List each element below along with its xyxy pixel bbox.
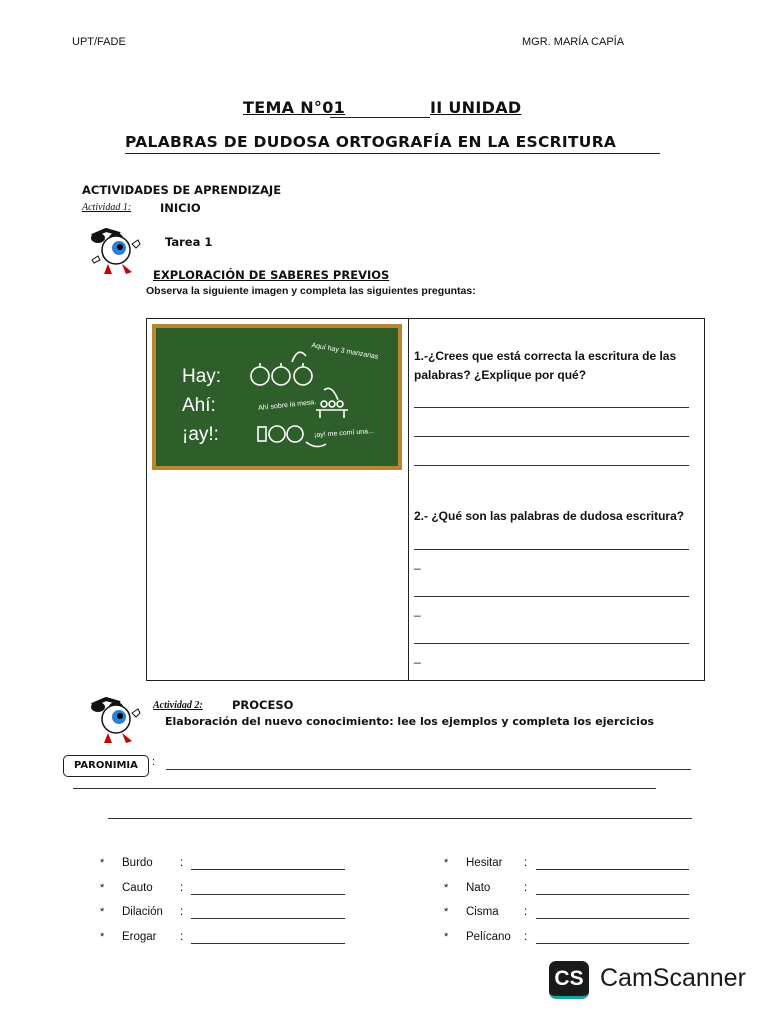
bullet: * bbox=[100, 930, 105, 943]
word-blank[interactable] bbox=[191, 918, 345, 919]
question-1: 1.-¿Crees que está correcta la escritura de las palabras? ¿Explique por qué? bbox=[414, 349, 677, 382]
word-blank[interactable] bbox=[536, 869, 689, 870]
unidad-title: II UNIDAD bbox=[430, 98, 522, 117]
subtitle: PALABRAS DE DUDOSA ORTOGRAFÍA EN LA ESCRITURA bbox=[125, 133, 617, 151]
chalk-note-3: ¡ay! me comí una... bbox=[313, 427, 375, 440]
answer-line-2c[interactable] bbox=[414, 643, 689, 644]
paronimia-line-2[interactable] bbox=[73, 788, 656, 789]
tarea-label: Tarea 1 bbox=[165, 235, 213, 249]
word-blank[interactable] bbox=[191, 943, 345, 944]
colon: : bbox=[524, 930, 528, 943]
eye-mascot-icon bbox=[86, 226, 148, 278]
word-blank[interactable] bbox=[536, 918, 689, 919]
bullet: * bbox=[100, 906, 105, 918]
activity1-label: Actividad 1: bbox=[82, 202, 132, 213]
chalk-ahi: Ahí: bbox=[182, 395, 216, 416]
dash-2b: _ bbox=[414, 603, 421, 617]
word-label: Burdo bbox=[122, 857, 153, 869]
subtitle-underline bbox=[125, 153, 660, 154]
answer-line-1b[interactable] bbox=[414, 436, 689, 437]
word-label: Dilación bbox=[122, 906, 163, 918]
chalk-hay: Hay: bbox=[182, 366, 222, 387]
bullet: * bbox=[444, 857, 449, 869]
activity1-title: INICIO bbox=[160, 201, 201, 215]
exploration-heading: EXPLORACIÓN DE SABERES PREVIOS bbox=[153, 268, 390, 282]
bullet: * bbox=[100, 881, 105, 894]
answer-line-1a[interactable] bbox=[414, 407, 689, 408]
word-blank[interactable] bbox=[191, 894, 345, 895]
colon: : bbox=[180, 881, 184, 894]
chalk-drawings-icon bbox=[156, 328, 398, 466]
chalk-ay: ¡ay!: bbox=[182, 424, 219, 445]
word-label: Cisma bbox=[466, 906, 499, 918]
dash-2c: _ bbox=[414, 650, 421, 664]
colon: : bbox=[524, 857, 528, 869]
chalkboard-image bbox=[152, 324, 402, 470]
word-blank[interactable] bbox=[536, 943, 689, 944]
eye-mascot-2-icon bbox=[86, 695, 148, 747]
table-divider bbox=[408, 318, 409, 680]
chalk-note-2: Ahí sobre la mesa. bbox=[257, 398, 317, 413]
instruction-text: Observa la siguiente imagen y completa las siguientes preguntas: bbox=[146, 285, 476, 297]
colon: : bbox=[180, 906, 184, 918]
colon: : bbox=[180, 930, 184, 943]
word-label: Pelícano bbox=[466, 930, 511, 943]
bullet: * bbox=[100, 857, 105, 869]
bullet: * bbox=[444, 930, 449, 943]
activity2-label: Actividad 2: bbox=[153, 700, 203, 711]
activity2-title: PROCESO bbox=[232, 698, 294, 712]
paronimia-label: PARONIMIA bbox=[74, 760, 138, 771]
chalk-note-1: Aquí hay 3 manzanas bbox=[310, 342, 379, 361]
question-2: 2.- ¿Qué son las palabras de dudosa escritura? bbox=[414, 509, 685, 523]
word-blank[interactable] bbox=[191, 869, 345, 870]
word-label: Nato bbox=[466, 881, 491, 894]
title-underline-gap bbox=[330, 117, 430, 118]
paronimia-line-3[interactable] bbox=[108, 818, 692, 819]
camscanner-text: CamScanner bbox=[600, 964, 746, 992]
activities-heading: ACTIVIDADES DE APRENDIZAJE bbox=[82, 183, 282, 197]
word-label: Hesitar bbox=[466, 857, 503, 869]
header-right: MGR. MARÍA CAPÍA bbox=[522, 36, 625, 48]
colon: : bbox=[524, 906, 528, 918]
colon: : bbox=[180, 857, 184, 869]
word-blank[interactable] bbox=[536, 894, 689, 895]
paronimia-line-1[interactable] bbox=[166, 769, 691, 770]
activity2-description: Elaboración del nuevo conocimiento: lee los ejemplos y completa los ejercicios bbox=[165, 715, 655, 728]
word-label: Erogar bbox=[122, 930, 157, 943]
bullet: * bbox=[444, 906, 449, 918]
paronimia-colon: : bbox=[152, 756, 156, 768]
answer-line-2a[interactable] bbox=[414, 549, 689, 550]
bullet: * bbox=[444, 881, 449, 894]
answer-line-1c[interactable] bbox=[414, 465, 689, 466]
paronimia-box bbox=[63, 755, 149, 777]
header-left: UPT/FADE bbox=[72, 36, 126, 48]
dash-2a: _ bbox=[414, 556, 421, 570]
colon: : bbox=[524, 881, 528, 894]
camscanner-logo-icon: CS bbox=[549, 961, 589, 999]
answer-line-2b[interactable] bbox=[414, 596, 689, 597]
word-label: Cauto bbox=[122, 881, 153, 894]
tema-title: TEMA N°01 bbox=[243, 98, 346, 117]
